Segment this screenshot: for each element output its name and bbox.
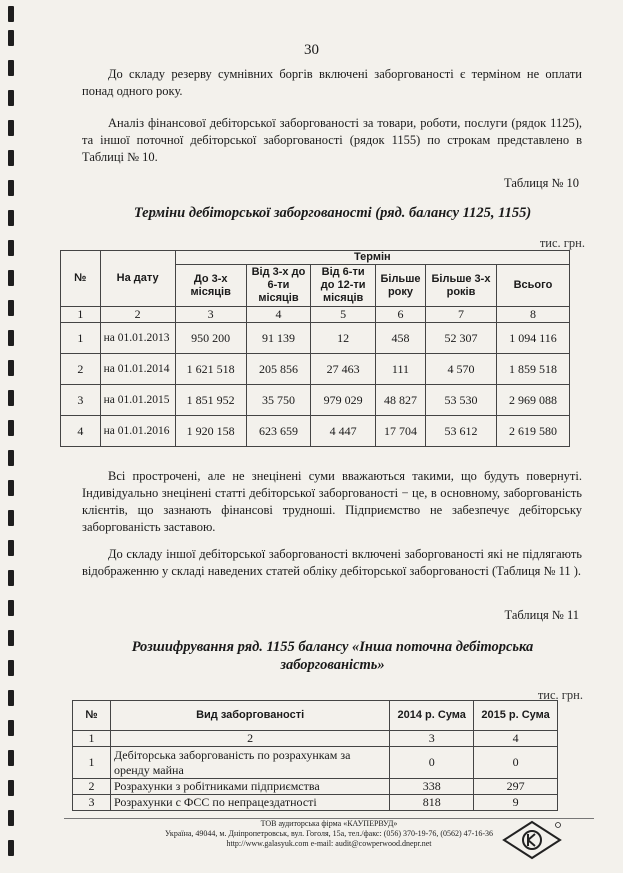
row-type: Розрахунки с ФСС по непрацездатності <box>110 795 389 811</box>
index-cell: 1 <box>73 731 111 747</box>
col-header-2014: 2014 р. Сума <box>390 701 474 731</box>
row-no: 1 <box>73 747 111 779</box>
table-row <box>61 354 570 385</box>
cell-total: 2 619 580 <box>496 416 569 447</box>
paragraph-analysis: Аналіз фінансової дебіторської заборгованості за товари, роботи, послуги (рядок 1125), та іншої поточної дебіторської заборгованості (рядок 1155) по строкам представлено в Таблиці № 10. <box>82 116 582 164</box>
row-date: на 01.01.2013 <box>100 323 175 354</box>
col-header-no: № <box>61 251 101 307</box>
table-row <box>73 795 558 811</box>
col-header-over-3-years: Більше 3-х років <box>426 265 497 307</box>
cell-over-1-year: 17 704 <box>375 416 425 447</box>
table11-title-line2: заборгованість» <box>280 657 385 673</box>
cell-total: 1 094 116 <box>496 323 569 354</box>
cell-2015: 297 <box>474 779 558 795</box>
cell-6-to-12: 979 029 <box>311 385 376 416</box>
cell-3-to-6: 623 659 <box>246 416 311 447</box>
index-cell: 2 <box>110 731 389 747</box>
row-no: 3 <box>73 795 111 811</box>
col-header-over-1-year: Більше року <box>375 265 425 307</box>
table10-title: Терміни дебіторської заборгованості (ряд. балансу 1125, 1155) <box>133 205 532 221</box>
paragraph-overdue: Всі прострочені, але не знецінені суми вважаються такими, що будуть повернуті. Індивідуально знецінені статті дебіторської заборгованості − це, в основному, заборгованість клієнтів, що зазнають фінансові трудноші. Підприємство не забезпечує дебіторську заборгованість заставою. <box>82 469 582 534</box>
cell-over-1-year: 111 <box>375 354 425 385</box>
row-date: на 01.01.2015 <box>100 385 175 416</box>
index-cell: 3 <box>175 307 246 323</box>
row-type: Дебіторська заборгованість по розрахункам за оренду майна <box>110 747 389 779</box>
col-header-type: Вид заборгованості <box>110 701 389 731</box>
footer-contacts: http://www.galasyuk.com e-mail: audit@cowperwood.dnepr.net <box>226 839 432 848</box>
cell-total: 2 969 088 <box>496 385 569 416</box>
table-row <box>61 416 570 447</box>
table-row <box>61 323 570 354</box>
paragraph-reserve: До складу резерву сумнівних боргів включені заборгованості є терміном не оплати понад одного року. <box>82 67 582 98</box>
cell-over-3-years: 4 570 <box>426 354 497 385</box>
cell-over-3-years: 53 530 <box>426 385 497 416</box>
table-row <box>73 779 558 795</box>
col-header-6-to-12-months: Від 6-ти до 12-ти місяців <box>311 265 376 307</box>
page-number: 30 <box>304 42 319 58</box>
row-date: на 01.01.2016 <box>100 416 175 447</box>
table11-title <box>60 638 605 674</box>
table11-index-row <box>73 731 558 747</box>
table10-caption: Таблиця № 10 <box>504 176 579 190</box>
table-row <box>73 747 558 779</box>
cell-2014: 818 <box>390 795 474 811</box>
row-type: Розрахунки з робітниками підприємства <box>110 779 389 795</box>
cell-over-1-year: 458 <box>375 323 425 354</box>
index-cell: 5 <box>311 307 376 323</box>
cell-up-to-3: 950 200 <box>175 323 246 354</box>
company-logo-icon <box>500 820 564 860</box>
table-row <box>61 385 570 416</box>
cell-up-to-3: 1 920 158 <box>175 416 246 447</box>
cell-total: 1 859 518 <box>496 354 569 385</box>
row-no: 1 <box>61 323 101 354</box>
cell-up-to-3: 1 621 518 <box>175 354 246 385</box>
row-date: на 01.01.2014 <box>100 354 175 385</box>
cell-3-to-6: 35 750 <box>246 385 311 416</box>
index-cell: 3 <box>390 731 474 747</box>
cell-2014: 0 <box>390 747 474 779</box>
index-cell: 7 <box>426 307 497 323</box>
cell-6-to-12: 12 <box>311 323 376 354</box>
row-no: 3 <box>61 385 101 416</box>
cell-2014: 338 <box>390 779 474 795</box>
col-header-2015: 2015 р. Сума <box>474 701 558 731</box>
index-cell: 8 <box>496 307 569 323</box>
col-header-term-group: Термін <box>175 251 569 265</box>
row-no: 2 <box>73 779 111 795</box>
row-no: 2 <box>61 354 101 385</box>
cell-over-1-year: 48 827 <box>375 385 425 416</box>
cell-2015: 9 <box>474 795 558 811</box>
index-cell: 6 <box>375 307 425 323</box>
index-cell: 4 <box>246 307 311 323</box>
col-header-date: На дату <box>100 251 175 307</box>
cell-3-to-6: 91 139 <box>246 323 311 354</box>
cell-up-to-3: 1 851 952 <box>175 385 246 416</box>
index-cell: 4 <box>474 731 558 747</box>
table11-unit: тис. грн. <box>537 688 583 702</box>
table10-index-row <box>61 307 570 323</box>
col-header-3-to-6-months: Від 3-х до 6-ти місяців <box>246 265 311 307</box>
cell-6-to-12: 27 463 <box>311 354 376 385</box>
table10-unit: тис. грн. <box>539 236 585 250</box>
cell-over-3-years: 52 307 <box>426 323 497 354</box>
table11-title-line1: Розшифрування ряд. 1155 балансу «Інша поточна дебіторська <box>131 639 534 655</box>
other-receivables-table <box>72 700 558 811</box>
footer-address: Україна, 49044, м. Дніпропетровськ, вул. Гоголя, 15а, тел./факс: (056) 370-19-76, (0562) 47-16-36 <box>164 829 494 838</box>
cell-6-to-12: 4 447 <box>311 416 376 447</box>
paragraph-other-receivables: До складу іншої дебіторської заборгованості включені заборгованості які не підлягають відображенню у складі наведених статей обліку дебіторської заборгованості (Таблиця № 11 ). <box>82 547 582 578</box>
cell-3-to-6: 205 856 <box>246 354 311 385</box>
index-cell: 1 <box>61 307 101 323</box>
table11-caption: Таблиця № 11 <box>504 608 579 622</box>
binding-holes <box>8 0 20 873</box>
footer-company-name: ТОВ аудиторська фірма «КАУПЕРВУД» <box>260 819 398 828</box>
receivables-terms-table <box>60 250 570 447</box>
col-header-total: Всього <box>496 265 569 307</box>
row-no: 4 <box>61 416 101 447</box>
col-header-up-to-3-months: До 3-х місяців <box>175 265 246 307</box>
cell-2015: 0 <box>474 747 558 779</box>
col-header-no: № <box>73 701 111 731</box>
cell-over-3-years: 53 612 <box>426 416 497 447</box>
index-cell: 2 <box>100 307 175 323</box>
